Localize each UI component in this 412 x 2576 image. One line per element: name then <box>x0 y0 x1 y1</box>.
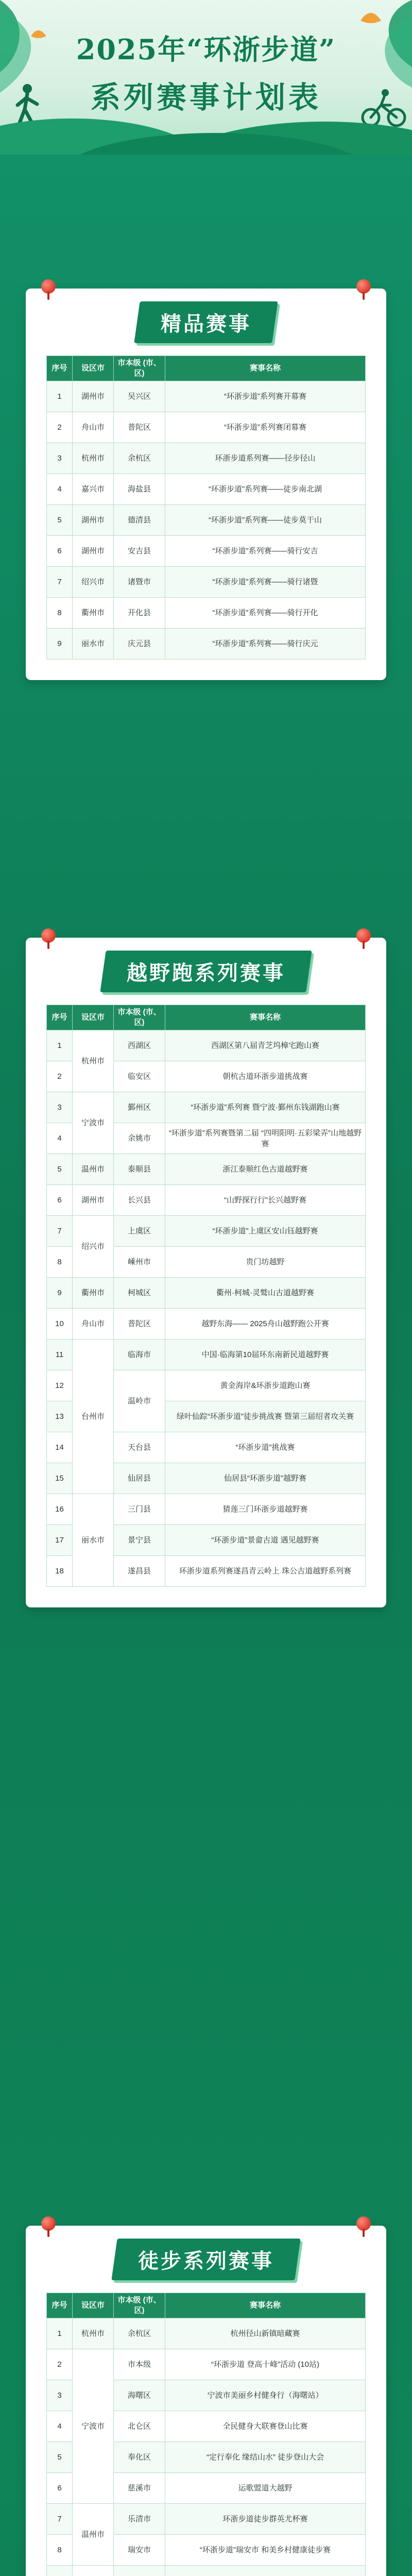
cell-county: 泰顺县 <box>114 1154 165 1185</box>
page-title-line1: 2025年“环浙步道” <box>76 33 336 66</box>
table-body <box>47 381 366 659</box>
cell-seq: 9 <box>47 629 73 659</box>
cell-name: “环浙步道”系列赛开幕赛 <box>165 381 366 412</box>
cell-seq: 10 <box>47 1309 73 1340</box>
cell-seq: 8 <box>47 1247 73 1278</box>
cell-seq: 11 <box>47 1340 73 1370</box>
cell-county: 德清县 <box>114 505 165 536</box>
table-row <box>47 2349 366 2380</box>
cell-city: 湖州市 <box>73 536 114 567</box>
cell-city: 杭州市 <box>73 1030 114 1092</box>
cell-name: 环浙步道系列赛遂昌青云岭上 珠公古道越野系列赛 <box>165 1556 366 1587</box>
cell-city: 衢州市 <box>73 598 114 629</box>
cell-county: 吴兴区 <box>114 381 165 412</box>
cell-county: 庆元县 <box>114 629 165 659</box>
table-row <box>47 1030 366 1061</box>
cell-seq: 4 <box>47 1123 73 1154</box>
cell-county: 三门县 <box>114 1494 165 1525</box>
cell-city: 丽水市 <box>73 629 114 659</box>
table-row <box>47 629 366 659</box>
cell-county: 临安区 <box>114 1061 165 1092</box>
cell-county: 余杭区 <box>114 2318 165 2349</box>
cell-county: 海曙区 <box>114 2380 165 2411</box>
cell-county: 普陀区 <box>114 412 165 443</box>
cell-seq: 1 <box>47 1030 73 1061</box>
cell-county: 鄞州区 <box>114 1092 165 1123</box>
cell-name: 绿叶仙踪“环浙步道”徒步挑战赛 暨第三届绍者攻关赛 <box>165 1401 366 1432</box>
cell-city: 杭州市 <box>73 443 114 474</box>
cell-name: 黄金海岸&环浙步道跑山赛 <box>165 1370 366 1401</box>
cell-city: 舟山市 <box>73 1309 114 1340</box>
cell-name: 环浙步道徒步群英尤杯赛 <box>165 2504 366 2535</box>
cell-county: 天台县 <box>114 1432 165 1463</box>
table-row <box>47 2318 366 2349</box>
cell-seq: 2 <box>47 2349 73 2380</box>
cell-county: 开化县 <box>114 598 165 629</box>
cell-seq: 5 <box>47 1154 73 1185</box>
cell-seq: 5 <box>47 505 73 536</box>
cell-county: 西湖区 <box>114 1030 165 1061</box>
column-header-name: 赛事名称 <box>165 2293 366 2318</box>
cell-name: “环浙步道 登高十峰”活动 (10站) <box>165 2349 366 2380</box>
cell-seq: 7 <box>47 567 73 598</box>
table-row <box>47 1309 366 1340</box>
cell-name: 贵门坊越野 <box>165 1247 366 1278</box>
cell-name: “环浙步道”系列赛——骑行开化 <box>165 598 366 629</box>
table-row <box>47 1092 366 1123</box>
table-row <box>47 1154 366 1185</box>
cell-name: 越野东海—— 2025舟山越野跑公开赛 <box>165 1309 366 1340</box>
table-row <box>47 1216 366 1247</box>
column-header-county: 市本级 (市、区) <box>114 2293 165 2318</box>
cell-county: 余杭区 <box>114 443 165 474</box>
cell-county: 慈溪市 <box>114 2473 165 2504</box>
cell-seq: 3 <box>47 1092 73 1123</box>
column-header-seq: 序号 <box>47 1005 73 1030</box>
cell-name: 中国·临海第10届环东南新民道越野赛 <box>165 1340 366 1370</box>
cell-seq: 16 <box>47 1494 73 1525</box>
cell-name: 杭州径山新镇暗藏赛 <box>165 2318 366 2349</box>
table-body <box>47 1030 366 1587</box>
column-header-county: 市本级 (市、区) <box>114 356 165 381</box>
events-table <box>46 2293 366 2576</box>
column-header-seq: 序号 <box>47 356 73 381</box>
cell-name: “环浙步道”系列赛——骑行安吉 <box>165 536 366 567</box>
cell-city: 嘉兴市 <box>73 474 114 505</box>
column-header-seq: 序号 <box>47 2293 73 2318</box>
cell-seq: 5 <box>47 2442 73 2473</box>
cell-seq: 13 <box>47 1401 73 1432</box>
cell-name: 环浙步道系列赛——径步径山 <box>165 443 366 474</box>
table-row <box>47 1185 366 1216</box>
cell-city: 杭州市 <box>73 2318 114 2349</box>
section-hiking-series <box>26 2226 386 2576</box>
cell-county: 余姚市 <box>114 1123 165 1154</box>
cell-city: 衢州市 <box>73 1278 114 1309</box>
cell-name: 朝杭古道环浙步道挑战赛 <box>165 1061 366 1092</box>
events-table <box>46 355 366 659</box>
cell-seq: 1 <box>47 2318 73 2349</box>
table-row <box>47 412 366 443</box>
section-premium-events <box>26 289 386 680</box>
cell-name: “环浙步道”挑战赛 <box>165 1432 366 1463</box>
cell-county: 长兴县 <box>114 1185 165 1216</box>
cell-county: 市本级 <box>114 2349 165 2380</box>
cell-county: 奉化区 <box>114 2442 165 2473</box>
section-trail-running-series <box>26 938 386 1607</box>
section-title: 越野跑系列赛事 <box>100 951 312 992</box>
cell-county: 上虞区 <box>114 1216 165 1247</box>
cell-county: 遂昌县 <box>114 1556 165 1587</box>
cell-seq: 12 <box>47 1370 73 1401</box>
cell-county: 乐清市 <box>114 2504 165 2535</box>
section-title: 精品赛事 <box>134 301 278 343</box>
pushpin-icon <box>353 928 374 949</box>
cell-seq: 1 <box>47 381 73 412</box>
cell-seq: 15 <box>47 1463 73 1494</box>
cell-name: “环浙步道”系列赛——骑行诸暨 <box>165 567 366 598</box>
column-header-county: 市本级 (市、区) <box>114 1005 165 1030</box>
table-row <box>47 1278 366 1309</box>
table-row <box>47 443 366 474</box>
column-header-city: 设区市 <box>73 356 114 381</box>
cell-name: 全民健身大联赛登山比赛 <box>165 2411 366 2442</box>
cell-county: 临海市 <box>114 1340 165 1370</box>
cell-name: 宁波市美丽乡村健身行（海曙站） <box>165 2380 366 2411</box>
page-title-line2: 系列赛事计划表 <box>90 80 321 115</box>
cell-name: “环浙步道”上虞区安山钰越野赛 <box>165 1216 366 1247</box>
header-banner <box>0 0 412 155</box>
table-row <box>47 381 366 412</box>
cell-seq: 8 <box>47 598 73 629</box>
cell-name: 仙居县“环浙步道”越野赛 <box>165 1463 366 1494</box>
cell-city: 湖州市 <box>73 1185 114 1216</box>
pushpin-icon <box>353 2216 374 2237</box>
cell-city: 宁波市 <box>73 1092 114 1154</box>
cell-name: 浙江泰顺红色古道越野赛 <box>165 1154 366 1185</box>
cell-name: 猜莲三门环浙步道越野赛 <box>165 1494 366 1525</box>
cell-county: 瑞安市 <box>114 2535 165 2566</box>
cell-city: 宁波市 <box>73 2349 114 2504</box>
pushpin-icon <box>38 279 59 300</box>
cell-county: 柯城区 <box>114 1278 165 1309</box>
cell-seq: 14 <box>47 1432 73 1463</box>
cell-city: 绍兴市 <box>73 567 114 598</box>
cell-seq: 6 <box>47 1185 73 1216</box>
cell-name: 衢州·柯城·灵鹫山古道越野赛 <box>165 1278 366 1309</box>
cell-seq: 6 <box>47 2473 73 2504</box>
cell-seq: 6 <box>47 536 73 567</box>
cell-seq: 7 <box>47 1216 73 1247</box>
section-title: 徒步系列赛事 <box>111 2239 300 2280</box>
column-header-name: 赛事名称 <box>165 1005 366 1030</box>
cell-seq: 3 <box>47 443 73 474</box>
table-row <box>47 536 366 567</box>
cell-seq: 4 <box>47 2411 73 2442</box>
events-table <box>46 1005 366 1587</box>
cell-name: “山野探行行”长兴越野赛 <box>165 1185 366 1216</box>
cell-seq: 9 <box>47 1278 73 1309</box>
cell-name: “环浙步道”系列赛暨第二届 “四明阳明·五彩梁弄”山地越野赛 <box>165 1123 366 1154</box>
cell-name: “环浙步道”景畲古道 遇见越野赛 <box>165 1525 366 1556</box>
cell-seq <box>47 2566 73 2576</box>
cell-name: “环浙步道”系列赛——徒步莫干山 <box>165 505 366 536</box>
cell-county: 温岭市 <box>114 1370 165 1432</box>
cell-county: 景宁县 <box>114 1525 165 1556</box>
table-body <box>47 2318 366 2576</box>
table-row <box>47 1340 366 1370</box>
cell-seq: 7 <box>47 2504 73 2535</box>
cell-county: 海盐县 <box>114 474 165 505</box>
cell-city: 丽水市 <box>73 1494 114 1587</box>
cell-name: “环浙步道”系列赛——徒步南北湖 <box>165 474 366 505</box>
cell-name: “环浙步道”系列赛 暨宁波·鄞州东钱湖跑山赛 <box>165 1092 366 1123</box>
column-header-city: 设区市 <box>73 1005 114 1030</box>
cell-county: 诸暨市 <box>114 567 165 598</box>
cell-name: “环浙步道”系列赛——骑行庆元 <box>165 629 366 659</box>
column-header-name: 赛事名称 <box>165 356 366 381</box>
cell-name: “环浙步道”瑞安市 和美乡村健康徒步赛 <box>165 2535 366 2566</box>
cell-name: “定行奉化 缘结山水” 徒步登山大会 <box>165 2442 366 2473</box>
cell-city: 湖州市 <box>73 505 114 536</box>
cell-county: 仙居县 <box>114 1463 165 1494</box>
cell-name: 运歌盟道大越野 <box>165 2473 366 2504</box>
cell-seq: 4 <box>47 474 73 505</box>
cell-city: 台州市 <box>73 1340 114 1494</box>
cell-name: “环浙步道”系列赛闭幕赛 <box>165 412 366 443</box>
cell-city <box>73 2566 114 2576</box>
table-row <box>47 505 366 536</box>
cell-seq: 17 <box>47 1525 73 1556</box>
table-row <box>47 1494 366 1525</box>
cell-county: 安吉县 <box>114 536 165 567</box>
cell-city: 温州市 <box>73 1154 114 1185</box>
cell-seq: 2 <box>47 1061 73 1092</box>
cell-seq: 2 <box>47 412 73 443</box>
cell-county <box>114 2566 165 2576</box>
cell-name: 西湖区第八届青芝坞樟宅跑山赛 <box>165 1030 366 1061</box>
cell-city: 舟山市 <box>73 412 114 443</box>
table-row <box>47 474 366 505</box>
cell-county: 北仑区 <box>114 2411 165 2442</box>
pushpin-icon <box>38 2216 59 2237</box>
cell-county: 嵊州市 <box>114 1247 165 1278</box>
cell-seq: 3 <box>47 2380 73 2411</box>
cell-name <box>165 2566 366 2576</box>
cell-city: 绍兴市 <box>73 1216 114 1278</box>
cell-seq: 18 <box>47 1556 73 1587</box>
table-row <box>47 598 366 629</box>
table-row <box>47 567 366 598</box>
cell-city: 温州市 <box>73 2504 114 2566</box>
pushpin-icon <box>353 279 374 300</box>
pushpin-icon <box>38 928 59 949</box>
table-row <box>47 2504 366 2535</box>
cell-county: 普陀区 <box>114 1309 165 1340</box>
column-header-city: 设区市 <box>73 2293 114 2318</box>
cell-city: 湖州市 <box>73 381 114 412</box>
table-row <box>47 2566 366 2576</box>
cell-seq: 8 <box>47 2535 73 2566</box>
